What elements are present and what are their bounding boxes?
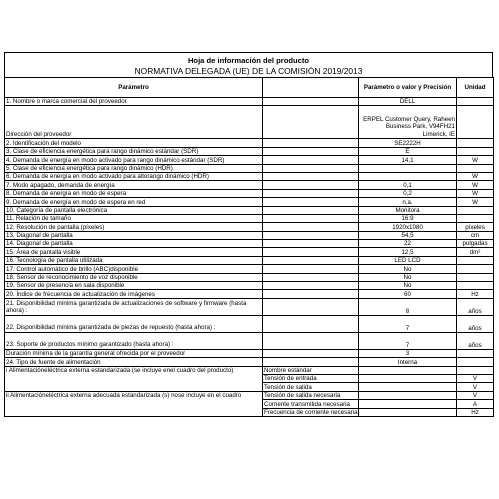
psu-sub-value: [359, 400, 457, 408]
psu-row: [5, 391, 494, 399]
row-unit: W: [457, 172, 494, 180]
table-header-row: [5, 78, 494, 98]
row-label: 12. Resolución de pantalla (píxeles): [5, 223, 263, 231]
table-row: [5, 256, 494, 264]
row-value: No: [359, 265, 457, 273]
psu-sub-unit: V: [457, 383, 494, 391]
row-blank: [263, 214, 359, 222]
row-unit: [457, 265, 494, 273]
row-value: 8: [359, 298, 457, 315]
sheet-title: Hoja de información del producto: [187, 56, 310, 65]
row-value: 22: [359, 240, 457, 248]
row-blank: [263, 198, 359, 206]
row-label: 18. Sensor de reconocimiento de voz disponible: [5, 273, 263, 281]
row-unit: [457, 106, 494, 139]
row-unit: [457, 214, 494, 222]
header-unit: Unidad: [457, 78, 494, 98]
psu-sub-value: [359, 383, 457, 391]
row-value: 0,2: [359, 189, 457, 197]
row-value: DELL: [359, 98, 457, 106]
row-label: Dirección del proveedor: [5, 106, 263, 139]
row-label: 21. Disponibilidad mínima garantizada de actualizaciones de software y firmware (hasta ahora) :: [5, 298, 263, 315]
row-blank: [263, 172, 359, 180]
row-label: 22. Disponibilidad mínima garantizada de piezas de repuesto (hasta ahora) :: [5, 315, 263, 332]
row-value: 12,5: [359, 248, 457, 256]
table-row: [5, 240, 494, 248]
row-unit: [457, 139, 494, 147]
row-value: 54,5: [359, 231, 457, 239]
row-unit: píxeles: [457, 223, 494, 231]
row-blank: [263, 223, 359, 231]
row-label: 4. Demanda de energía en modo activado para rango dinámico estándar (SDR): [5, 156, 263, 164]
table-row: [5, 273, 494, 281]
row-value: 3: [359, 349, 457, 357]
psu-row: [5, 366, 494, 374]
row-blank: [263, 358, 359, 366]
table-row: [5, 332, 494, 349]
row-unit: años: [457, 298, 494, 315]
row-unit: W: [457, 156, 494, 164]
row-blank: [263, 106, 359, 139]
row-unit: [457, 147, 494, 155]
row-blank: [263, 315, 359, 332]
row-blank: [263, 290, 359, 298]
header-value: Parámetro o valor y Precisión: [359, 78, 457, 98]
row-value: n.a.: [359, 198, 457, 206]
psu-external-adequate: ii Alimentacióneléctrica externa adecuada estandarizada (s) nose incluye en el cuadro: [5, 391, 263, 416]
row-label: 16. Tecnología de pantalla utilizada: [5, 256, 263, 264]
row-value: 7: [359, 315, 457, 332]
row-label: 19. Sensor de presencia en sala disponible: [5, 282, 263, 290]
row-label: 10. Categoría de pantalla electrónica: [5, 206, 263, 214]
row-label: 14. Diagonal de pantalla: [5, 240, 263, 248]
psu-sub-unit: [457, 366, 494, 374]
row-blank: [263, 147, 359, 155]
row-value: 16:9: [359, 214, 457, 222]
table-row: [5, 315, 494, 332]
row-value: No: [359, 282, 457, 290]
psu-sub-unit: V: [457, 374, 494, 382]
row-blank: [263, 189, 359, 197]
row-blank: [263, 256, 359, 264]
row-blank: [263, 248, 359, 256]
row-blank: [263, 273, 359, 281]
header-blank: [263, 78, 359, 98]
row-blank: [263, 139, 359, 147]
table-row: [5, 248, 494, 256]
row-blank: [263, 98, 359, 106]
row-blank: [263, 240, 359, 248]
row-label: 6. Demanda de energía en modo activado para altorango dinámico (HDR): [5, 172, 263, 180]
row-value: 0,1: [359, 181, 457, 189]
row-unit: W: [457, 198, 494, 206]
table-row: [5, 358, 494, 366]
table-row: [5, 198, 494, 206]
row-value: [359, 164, 457, 172]
table-row: [5, 231, 494, 239]
row-label: 24. Tipo de fuente de alimentación: [5, 358, 263, 366]
psu-sub-value: [359, 391, 457, 399]
row-value: 7: [359, 332, 457, 349]
row-blank: [263, 265, 359, 273]
row-blank: [263, 332, 359, 349]
table-row: [5, 206, 494, 214]
psu-external-standard: i Alimentacióneléctrica externa estandarizada (se incluye enel cuadro del producto): [5, 366, 263, 391]
row-unit: [457, 358, 494, 366]
row-unit: años: [457, 332, 494, 349]
row-unit: W: [457, 181, 494, 189]
row-label: 8. Demanda de energía en modo de espera: [5, 189, 263, 197]
psu-sub-unit: V: [457, 391, 494, 399]
row-value: 14,1: [359, 156, 457, 164]
row-unit: [457, 164, 494, 172]
table-row: [5, 349, 494, 357]
row-value: 1920x1080: [359, 223, 457, 231]
row-blank: [263, 164, 359, 172]
row-label: Duración mínima de la garantía general ofrecida por el proveedor: [5, 349, 263, 357]
psu-sub-value: [359, 366, 457, 374]
row-unit: años: [457, 315, 494, 332]
row-value: Monitora: [359, 206, 457, 214]
row-value: E: [359, 147, 457, 155]
product-info-table: [4, 77, 494, 417]
row-unit: pulgadas: [457, 240, 494, 248]
row-label: 5. Clase de eficiencia energética para rango dinámico (HDR): [5, 164, 263, 172]
row-unit: [457, 282, 494, 290]
sheet-subtitle: NORMATIVA DELEGADA (UE) DE LA COMISIÓN 2019/2013: [134, 66, 363, 76]
row-label: 20. Índice de frecuencia de actualización de imágenes: [5, 290, 263, 298]
row-label: 17. Control automático de brillo (ABC)disponible: [5, 265, 263, 273]
psu-sub-label: Tensión de entrada: [263, 374, 359, 382]
row-value: 60: [359, 290, 457, 298]
table-row: [5, 156, 494, 164]
row-value: Interna: [359, 358, 457, 366]
table-row: [5, 298, 494, 315]
row-blank: [263, 282, 359, 290]
psu-sub-label: Corriente transmitida necesaria: [263, 400, 359, 408]
psu-sub-unit: Hz: [457, 408, 494, 416]
row-label: 13. Diagonal de pantalla: [5, 231, 263, 239]
row-unit: cm: [457, 231, 494, 239]
table-row: [5, 106, 494, 139]
row-value: [359, 172, 457, 180]
row-label: 1. Nombre o marca comercial del proveedor: [5, 98, 263, 106]
psu-sub-label: Frecuencia de corriente necesaria: [264, 408, 358, 416]
row-label: 23. Soporte de productos mínimo garantizado (hasta ahora) :: [5, 332, 263, 349]
psu-sub-label: Tensión de salida necesaria: [263, 391, 359, 399]
row-label: 2. Identificación del modelo: [5, 139, 263, 147]
table-row: [5, 189, 494, 197]
table-row: [5, 164, 494, 172]
row-unit: Hz: [457, 290, 494, 298]
row-value: LED LCD: [359, 256, 457, 264]
table-row: [5, 147, 494, 155]
table-row: [5, 282, 494, 290]
psu-sub-label: Nombre estándar: [263, 366, 359, 374]
row-unit: [457, 349, 494, 357]
row-blank: [263, 298, 359, 315]
row-blank: [263, 231, 359, 239]
row-unit: [457, 273, 494, 281]
row-value: No: [359, 273, 457, 281]
table-row: [5, 265, 494, 273]
row-blank: [263, 156, 359, 164]
table-row: [5, 223, 494, 231]
psu-sub-unit: A: [457, 400, 494, 408]
psu-sub-value: [359, 374, 457, 382]
row-label: 3. Clase de eficiencia energética para rango dinámico estándar (SDR): [5, 147, 263, 155]
table-row: [5, 139, 494, 147]
row-label: 11. Relación de tamaño: [5, 214, 263, 222]
row-value: ERPEL Customer Query, Raheen Business Park, V94FH21 Limerick, IE: [359, 106, 457, 139]
row-unit: [457, 256, 494, 264]
row-unit: [457, 206, 494, 214]
table-row: [5, 290, 494, 298]
row-blank: [263, 349, 359, 357]
sheet-title-box: [4, 52, 493, 78]
row-value: SE2222H: [359, 139, 457, 147]
table-row: [5, 98, 494, 106]
table-row: [5, 181, 494, 189]
row-blank: [263, 206, 359, 214]
table-row: [5, 172, 494, 180]
row-unit: W: [457, 189, 494, 197]
psu-sub-value: [359, 408, 457, 416]
row-label: 7. Modo apagado, demanda de energía: [5, 181, 263, 189]
table-row: [5, 214, 494, 222]
header-parameter: Parámetro: [5, 78, 263, 98]
row-unit: dm²: [457, 248, 494, 256]
row-label: 15. Área de pantalla visible: [5, 248, 263, 256]
row-blank: [263, 181, 359, 189]
psu-sub-label: Tensión de salida: [263, 383, 359, 391]
row-unit: [457, 98, 494, 106]
row-label: 9. Demanda de energía en modo de espera en red: [5, 198, 263, 206]
